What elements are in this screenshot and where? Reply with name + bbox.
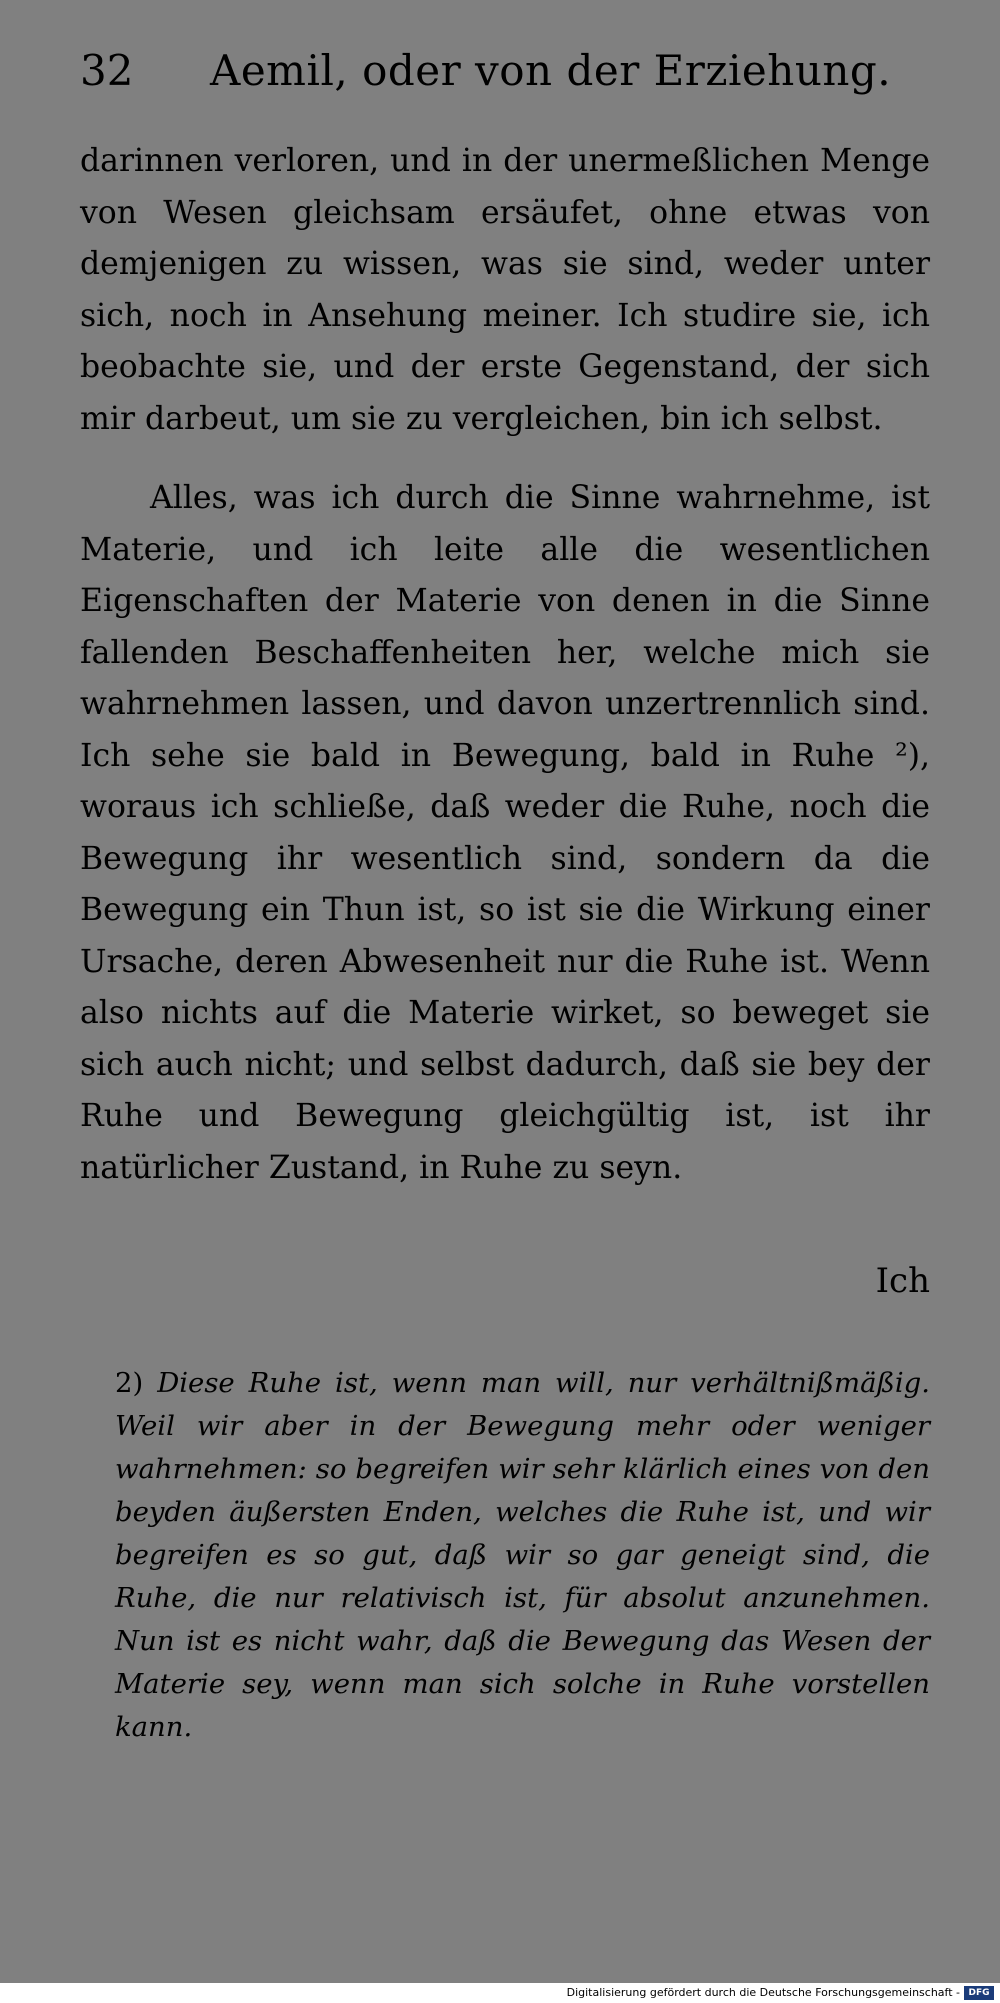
dfg-logo: DFG (964, 1986, 994, 2000)
catchword: Ich (875, 1261, 930, 1301)
paragraph-1: darinnen verloren, und in der unermeßlichen Menge von Wesen gleichsam ersäufet, ohne etwas von demjenigen zu wissen, was sie sind, weder unter sich, noch in Ansehung meiner. Ich studire sie, ich beobachte sie, und der erste Gegenstand, der sich mir darbeut, um sie zu vergleichen, bin ich selbst. (80, 143, 930, 437)
footnote-marker: 2) (115, 1367, 144, 1399)
paragraph-2: Alles, was ich durch die Sinne wahrnehme, ist Materie, und ich leite alle die wesentlichen Eigenschaften der Materie von denen in die Sinne fallenden Beschaffenheiten her, welche mich sie wahrnehmen lassen, und davon unzertrennlich sind. Ich sehe sie bald in Bewegung, bald in Ruhe ²), woraus ich schließe, daß weder die Ruhe, noch die Bewegung ihr wesentlich sind, sondern da die Bewegung ein Thun ist, so ist sie die Wirkung einer Ursache, deren Abwesenheit nur die Ruhe ist. Wenn also nichts auf die Materie wirket, so beweget sie sich auch nicht; und selbst dadurch, daß sie bey der Ruhe und Bewegung gleichgültig ist, ist ihr natürlicher Zustand, in Ruhe zu seyn. (80, 480, 930, 1186)
digitization-footer (0, 1983, 1000, 2003)
page-header (80, 36, 940, 106)
footnote-text: Diese Ruhe ist, wenn man will, nur verhältnißmäßig. Weil wir aber in der Bewegung mehr oder weniger wahrnehmen: so begreifen wir sehr klärlich eines von den beyden äußersten Enden, welches die Ruhe ist, und wir begreifen es so gut, daß wir so gar geneigt sind, die Ruhe, die nur relativisch ist, für absolut anzunehmen. Nun ist es nicht wahr, daß die Bewegung das Wesen der Materie sey, wenn man sich solche in Ruhe vorstellen kann. (115, 1367, 930, 1743)
main-text (80, 136, 930, 1194)
page-number: 32 (80, 46, 134, 95)
funding-credit: Digitalisierung gefördert durch die Deutsche Forschungsgemeinschaft - (566, 1986, 960, 1999)
running-title: Aemil, oder von der Erziehung. (210, 46, 892, 95)
footnote (115, 1362, 930, 1749)
